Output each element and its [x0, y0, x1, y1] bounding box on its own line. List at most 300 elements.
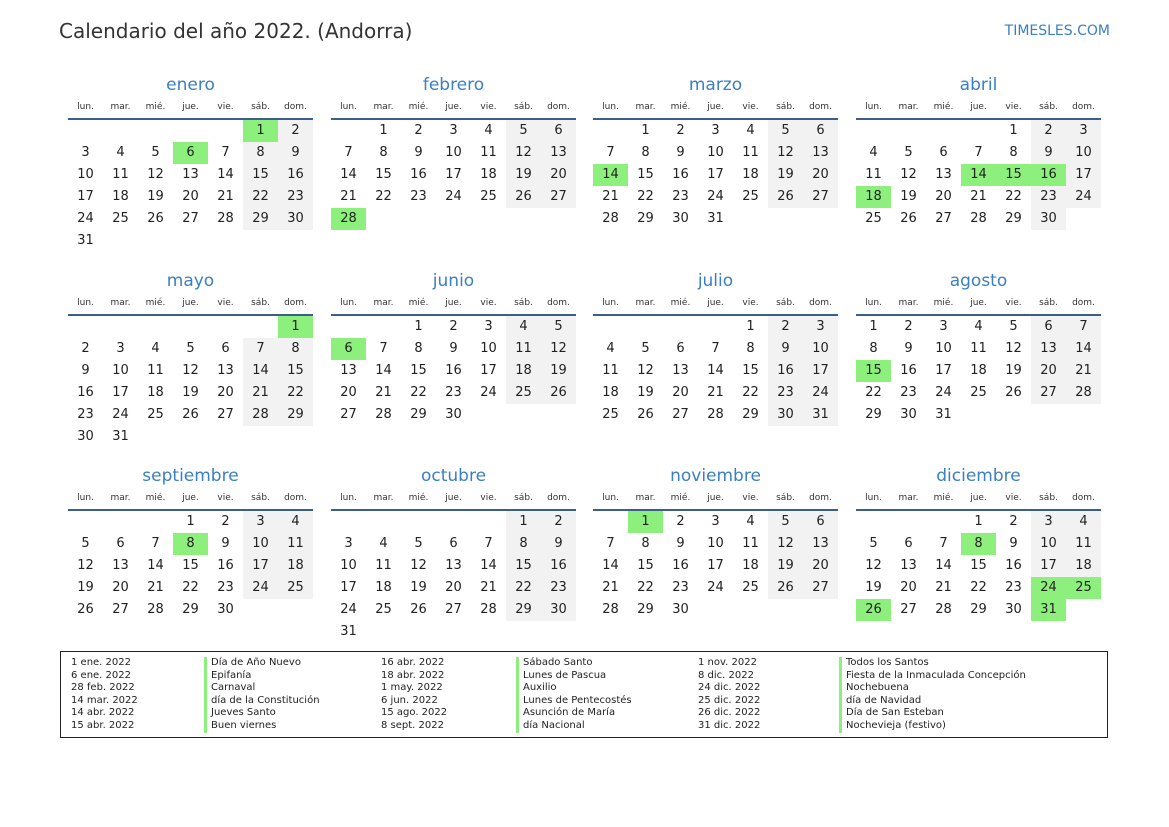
day-cell: 25	[147, 407, 164, 422]
weekday-label: sáb.	[776, 298, 795, 308]
day-cell: 18	[147, 385, 164, 400]
day-cell: 25	[865, 211, 882, 226]
legend-holiday-name: Lunes de Pentecostés	[516, 695, 632, 708]
day-cell: 29	[637, 602, 654, 617]
weekday-label: jue.	[182, 493, 199, 503]
day-cell: 17	[1031, 555, 1066, 577]
legend-date: 31 dic. 2022	[698, 719, 761, 731]
weekday-label: mié.	[670, 298, 691, 308]
weekday-label: vie.	[742, 493, 759, 503]
weekday-label: mar.	[110, 298, 131, 308]
day-cell: 30	[1005, 602, 1022, 617]
day-cell: 22	[375, 189, 392, 204]
day-cell: 9	[676, 145, 685, 160]
day-cell: 20	[803, 164, 838, 186]
day-cell: 24	[243, 577, 278, 599]
empty-cell	[401, 511, 436, 533]
day-cell: 23	[77, 407, 94, 422]
day-cell: 2	[541, 511, 576, 533]
legend-col3-dates	[698, 657, 760, 733]
day-cell: 6	[904, 536, 913, 551]
day-cell: 21	[340, 189, 357, 204]
day-cell: 9	[1009, 536, 1018, 551]
month-name: marzo	[688, 75, 743, 95]
day-cell: 4	[1066, 511, 1101, 533]
holiday-day-cell: 16	[1031, 164, 1066, 186]
day-cell: 6	[1031, 316, 1066, 338]
day-cell: 8	[379, 145, 388, 160]
legend-date: 28 feb. 2022	[71, 682, 135, 694]
day-cell: 11	[742, 536, 759, 551]
day-cell: 19	[637, 385, 654, 400]
empty-cell	[891, 511, 926, 533]
day-cell: 5	[641, 341, 650, 356]
weekday-header	[593, 292, 838, 316]
day-cell: 5	[768, 511, 803, 533]
day-cell: 23	[672, 580, 689, 595]
weekday-label: vie.	[1005, 102, 1022, 112]
holiday-day-cell: 8	[961, 533, 996, 555]
weekday-label: mié.	[145, 102, 166, 112]
day-cell: 15	[375, 167, 392, 182]
day-cell: 21	[375, 385, 392, 400]
empty-cell	[331, 511, 366, 533]
day-cell: 23	[672, 189, 689, 204]
weekday-label: mié.	[408, 298, 429, 308]
day-cell: 24	[707, 580, 724, 595]
day-cell: 12	[541, 338, 576, 360]
day-cell: 27	[445, 602, 462, 617]
day-cell: 20	[541, 164, 576, 186]
day-cell: 23	[410, 189, 427, 204]
day-cell: 22	[278, 382, 313, 404]
empty-cell	[103, 316, 138, 338]
holiday-day-cell: 26	[856, 599, 891, 621]
legend-date: 8 sept. 2022	[381, 719, 444, 731]
day-cell: 9	[541, 533, 576, 555]
day-cell: 27	[672, 407, 689, 422]
weekday-label: vie.	[742, 102, 759, 112]
weekday-label: sáb.	[1039, 493, 1058, 503]
day-cell: 15	[637, 558, 654, 573]
day-cell: 4	[151, 341, 160, 356]
day-cell: 8	[641, 145, 650, 160]
day-cell: 29	[278, 404, 313, 426]
legend-holiday-name: Jueves Santo	[204, 707, 320, 720]
weekday-label: lun.	[77, 493, 94, 503]
day-cell: 18	[278, 555, 313, 577]
legend-date: 1 ene. 2022	[71, 657, 131, 668]
day-grid	[331, 120, 576, 230]
day-cell: 20	[112, 580, 129, 595]
day-cell: 14	[217, 167, 234, 182]
day-cell: 30	[445, 407, 462, 422]
weekday-label: lun.	[340, 102, 357, 112]
day-cell: 21	[935, 580, 952, 595]
day-cell: 13	[182, 167, 199, 182]
day-cell: 3	[803, 316, 838, 338]
day-cell: 9	[278, 142, 313, 164]
weekday-label: mar.	[635, 298, 656, 308]
holiday-day-cell: 25	[1066, 577, 1101, 599]
weekday-header	[331, 292, 576, 316]
weekday-label: sáb.	[776, 102, 795, 112]
day-cell: 14	[707, 363, 724, 378]
weekday-label: mar.	[898, 102, 919, 112]
day-cell: 22	[865, 385, 882, 400]
day-cell: 20	[182, 189, 199, 204]
day-cell: 12	[1005, 341, 1022, 356]
day-cell: 7	[606, 536, 615, 551]
day-cell: 18	[1066, 555, 1101, 577]
legend-date: 15 ago. 2022	[381, 707, 448, 719]
empty-cell	[173, 316, 208, 338]
day-cell: 17	[707, 167, 724, 182]
day-cell: 24	[445, 189, 462, 204]
legend-holiday-name: Carnaval	[204, 682, 320, 695]
weekday-label: lun.	[865, 493, 882, 503]
holiday-day-cell: 28	[331, 208, 366, 230]
day-cell: 5	[869, 536, 878, 551]
weekday-label: vie.	[217, 493, 234, 503]
day-cell: 6	[676, 341, 685, 356]
weekday-header	[68, 487, 313, 511]
day-cell: 22	[410, 385, 427, 400]
empty-cell	[208, 120, 243, 142]
month-noviembre	[593, 465, 838, 621]
month-mayo	[68, 270, 313, 448]
month-julio	[593, 270, 838, 426]
day-cell: 3	[711, 514, 720, 529]
day-cell: 11	[480, 145, 497, 160]
day-cell: 22	[637, 580, 654, 595]
empty-cell	[138, 511, 173, 533]
day-cell: 11	[112, 167, 129, 182]
month-name: febrero	[422, 75, 485, 95]
day-cell: 25	[742, 580, 759, 595]
month-name: noviembre	[670, 466, 761, 486]
legend-date: 15 abr. 2022	[71, 719, 135, 731]
weekday-label: dom.	[1072, 102, 1095, 112]
holiday-day-cell: 8	[173, 533, 208, 555]
day-cell: 29	[243, 208, 278, 230]
day-cell: 9	[221, 536, 230, 551]
day-cell: 12	[77, 558, 94, 573]
day-cell: 4	[484, 123, 493, 138]
weekday-label: sáb.	[514, 102, 533, 112]
day-cell: 3	[1066, 120, 1101, 142]
day-cell: 13	[900, 558, 917, 573]
day-cell: 15	[410, 363, 427, 378]
day-cell: 27	[217, 407, 234, 422]
day-cell: 30	[900, 407, 917, 422]
legend-col1-dates	[71, 657, 138, 733]
day-cell: 19	[147, 189, 164, 204]
day-cell: 8	[746, 341, 755, 356]
day-cell: 1	[869, 319, 878, 334]
day-cell: 26	[506, 186, 541, 208]
legend-holiday-name: día de Navidad	[839, 695, 1026, 708]
day-cell: 1	[186, 514, 195, 529]
day-cell: 19	[506, 164, 541, 186]
day-cell: 27	[900, 602, 917, 617]
day-cell: 2	[221, 514, 230, 529]
day-cell: 25	[112, 211, 129, 226]
day-cell: 4	[506, 316, 541, 338]
day-cell: 11	[506, 338, 541, 360]
day-cell: 16	[672, 167, 689, 182]
day-cell: 26	[637, 407, 654, 422]
day-cell: 20	[803, 555, 838, 577]
day-cell: 28	[1066, 382, 1101, 404]
day-cell: 10	[77, 167, 94, 182]
month-name: abril	[959, 75, 998, 95]
weekday-label: dom.	[284, 493, 307, 503]
day-cell: 5	[904, 145, 913, 160]
legend-col3-names	[839, 657, 1026, 733]
day-cell: 24	[480, 385, 497, 400]
day-cell: 19	[182, 385, 199, 400]
day-cell: 28	[243, 404, 278, 426]
holiday-day-cell: 24	[1031, 577, 1066, 599]
empty-cell	[138, 316, 173, 338]
empty-cell	[366, 511, 401, 533]
weekday-label: dom.	[284, 298, 307, 308]
month-abril	[856, 74, 1101, 230]
day-grid	[68, 316, 313, 448]
day-cell: 7	[344, 145, 353, 160]
day-cell: 20	[672, 385, 689, 400]
day-grid	[593, 120, 838, 230]
day-cell: 11	[278, 533, 313, 555]
day-cell: 22	[742, 385, 759, 400]
holiday-day-cell: 15	[996, 164, 1031, 186]
weekday-label: mié.	[933, 102, 954, 112]
day-cell: 7	[243, 338, 278, 360]
legend-holiday-name: día Nacional	[516, 720, 632, 733]
empty-cell	[698, 316, 733, 338]
day-cell: 11	[970, 341, 987, 356]
empty-cell	[891, 120, 926, 142]
day-cell: 10	[1066, 142, 1101, 164]
weekday-label: jue.	[707, 102, 724, 112]
day-cell: 6	[221, 341, 230, 356]
day-cell: 4	[974, 319, 983, 334]
legend-date: 8 dic. 2022	[698, 669, 754, 681]
weekday-label: jue.	[445, 493, 462, 503]
day-cell: 28	[602, 602, 619, 617]
weekday-header	[593, 487, 838, 511]
day-cell: 3	[344, 536, 353, 551]
weekday-label: jue.	[182, 298, 199, 308]
empty-cell	[68, 120, 103, 142]
day-cell: 2	[676, 514, 685, 529]
day-cell: 9	[904, 341, 913, 356]
day-cell: 21	[970, 189, 987, 204]
day-cell: 12	[768, 533, 803, 555]
day-cell: 23	[541, 577, 576, 599]
day-cell: 16	[768, 360, 803, 382]
day-cell: 13	[1031, 338, 1066, 360]
day-cell: 31	[707, 211, 724, 226]
weekday-label: dom.	[547, 298, 570, 308]
weekday-label: mar.	[898, 493, 919, 503]
day-cell: 16	[900, 363, 917, 378]
empty-cell	[436, 511, 471, 533]
day-cell: 31	[112, 429, 129, 444]
site-link[interactable]: TIMESLES.COM	[1004, 23, 1110, 39]
day-cell: 29	[1005, 211, 1022, 226]
weekday-label: dom.	[284, 102, 307, 112]
legend-holiday-name: Auxilio	[516, 682, 632, 695]
day-cell: 20	[1031, 360, 1066, 382]
day-cell: 10	[935, 341, 952, 356]
weekday-label: vie.	[1005, 493, 1022, 503]
month-name: septiembre	[142, 466, 239, 486]
day-cell: 4	[869, 145, 878, 160]
weekday-label: sáb.	[251, 493, 270, 503]
day-grid	[331, 316, 576, 426]
day-cell: 10	[340, 558, 357, 573]
day-cell: 22	[182, 580, 199, 595]
day-cell: 6	[541, 120, 576, 142]
day-cell: 13	[803, 533, 838, 555]
legend-holiday-name: Lunes de Pascua	[516, 670, 632, 683]
day-cell: 15	[637, 167, 654, 182]
day-cell: 25	[742, 189, 759, 204]
day-cell: 18	[112, 189, 129, 204]
day-cell: 27	[1031, 382, 1066, 404]
weekday-label: lun.	[602, 102, 619, 112]
day-cell: 19	[1005, 363, 1022, 378]
day-cell: 9	[768, 338, 803, 360]
weekday-label: dom.	[1072, 493, 1095, 503]
weekday-label: vie.	[217, 102, 234, 112]
weekday-label: sáb.	[251, 298, 270, 308]
day-cell: 16	[541, 555, 576, 577]
day-cell: 18	[602, 385, 619, 400]
day-cell: 14	[375, 363, 392, 378]
weekday-label: sáb.	[1039, 102, 1058, 112]
day-cell: 25	[375, 602, 392, 617]
day-cell: 4	[116, 145, 125, 160]
day-cell: 12	[768, 142, 803, 164]
weekday-label: lun.	[340, 493, 357, 503]
day-cell: 12	[900, 167, 917, 182]
day-cell: 2	[81, 341, 90, 356]
day-cell: 28	[147, 602, 164, 617]
day-cell: 30	[1031, 208, 1066, 230]
empty-cell	[856, 120, 891, 142]
day-cell: 26	[147, 211, 164, 226]
legend-holiday-name: Epifanía	[204, 670, 320, 683]
day-cell: 3	[81, 145, 90, 160]
day-cell: 24	[112, 407, 129, 422]
day-cell: 25	[970, 385, 987, 400]
day-cell: 13	[340, 363, 357, 378]
empty-cell	[331, 120, 366, 142]
empty-cell	[856, 511, 891, 533]
day-cell: 4	[746, 514, 755, 529]
day-cell: 17	[1066, 164, 1101, 186]
day-cell: 15	[506, 555, 541, 577]
day-cell: 27	[541, 186, 576, 208]
day-cell: 29	[506, 599, 541, 621]
day-cell: 11	[742, 145, 759, 160]
legend-date: 18 abr. 2022	[381, 669, 445, 681]
legend-holiday-name: Nochevieja (festivo)	[839, 720, 1026, 733]
day-cell: 30	[541, 599, 576, 621]
day-cell: 14	[147, 558, 164, 573]
day-cell: 2	[904, 319, 913, 334]
day-cell: 30	[278, 208, 313, 230]
day-cell: 8	[641, 536, 650, 551]
day-cell: 21	[707, 385, 724, 400]
day-cell: 16	[410, 167, 427, 182]
day-cell: 13	[112, 558, 129, 573]
legend-date: 1 nov. 2022	[698, 657, 757, 668]
weekday-label: vie.	[480, 102, 497, 112]
empty-cell	[628, 316, 663, 338]
day-cell: 19	[541, 360, 576, 382]
weekday-label: jue.	[182, 102, 199, 112]
day-cell: 31	[77, 233, 94, 248]
weekday-label: mié.	[408, 102, 429, 112]
day-cell: 29	[970, 602, 987, 617]
day-cell: 12	[865, 558, 882, 573]
day-cell: 16	[672, 558, 689, 573]
day-cell: 30	[77, 429, 94, 444]
day-cell: 14	[602, 558, 619, 573]
day-cell: 19	[77, 580, 94, 595]
month-name: diciembre	[936, 466, 1021, 486]
day-cell: 12	[506, 142, 541, 164]
day-cell: 1	[1009, 123, 1018, 138]
month-name: mayo	[166, 271, 215, 291]
day-cell: 28	[935, 602, 952, 617]
day-cell: 21	[602, 580, 619, 595]
day-cell: 7	[606, 145, 615, 160]
day-cell: 10	[243, 533, 278, 555]
day-cell: 20	[217, 385, 234, 400]
day-cell: 23	[900, 385, 917, 400]
legend-date: 1 may. 2022	[381, 682, 443, 694]
day-cell: 27	[935, 211, 952, 226]
day-cell: 17	[340, 580, 357, 595]
holiday-day-cell: 1	[628, 511, 663, 533]
day-cell: 11	[375, 558, 392, 573]
day-cell: 9	[1031, 142, 1066, 164]
month-diciembre	[856, 465, 1101, 621]
day-cell: 19	[900, 189, 917, 204]
legend-col1-names	[204, 657, 320, 733]
day-cell: 6	[803, 511, 838, 533]
weekday-label: mar.	[373, 298, 394, 308]
day-cell: 8	[1009, 145, 1018, 160]
day-cell: 22	[637, 189, 654, 204]
day-cell: 2	[414, 123, 423, 138]
legend-holiday-name: Todos los Santos	[839, 657, 1026, 670]
day-cell: 9	[414, 145, 423, 160]
day-cell: 7	[151, 536, 160, 551]
day-cell: 17	[707, 558, 724, 573]
legend-holiday-name: Asunción de María	[516, 707, 632, 720]
day-cell: 13	[217, 363, 234, 378]
day-cell: 22	[970, 580, 987, 595]
day-cell: 8	[414, 341, 423, 356]
day-cell: 17	[112, 385, 129, 400]
legend-date: 16 abr. 2022	[381, 657, 445, 668]
